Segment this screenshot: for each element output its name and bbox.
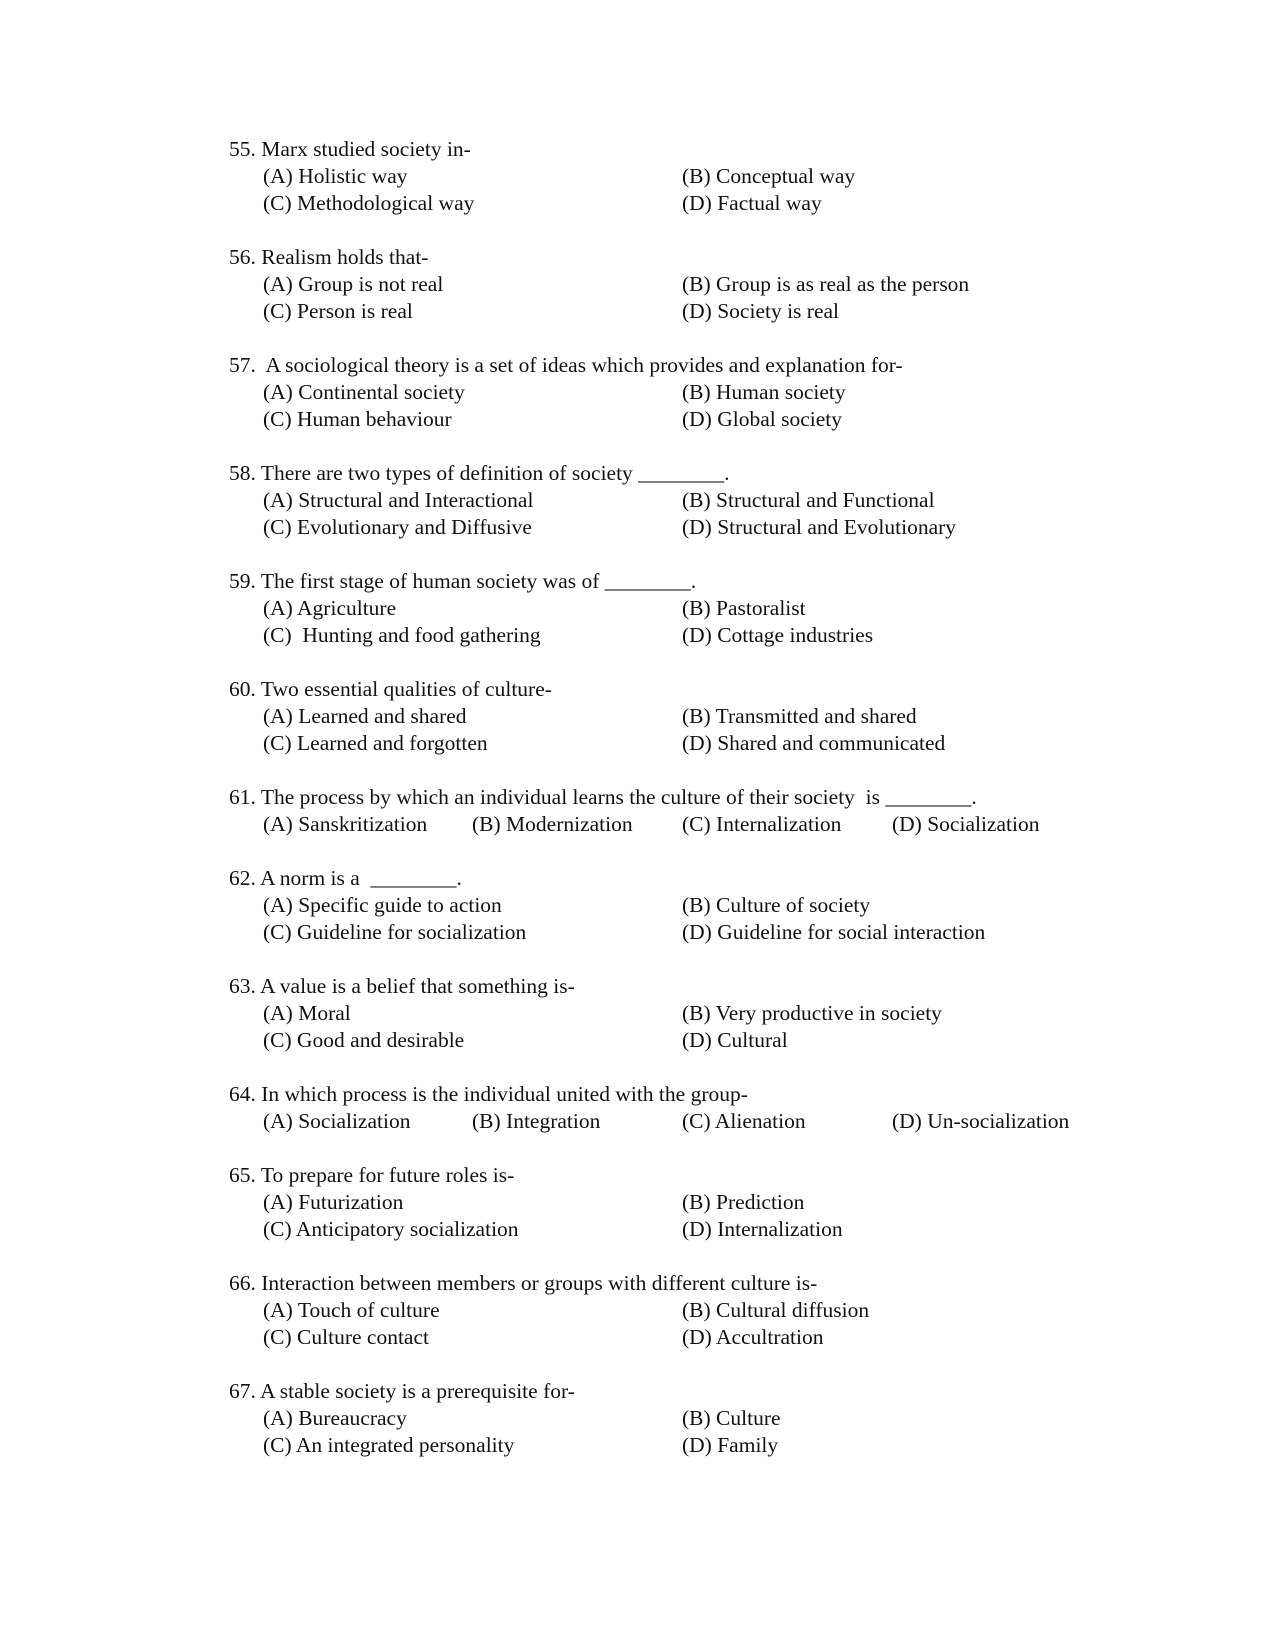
question-text: 59. The first stage of human society was of ________. <box>229 569 697 593</box>
option-d: (D) Cultural <box>682 1028 788 1052</box>
option-a: (A) Futurization <box>263 1190 404 1214</box>
question-text: 60. Two essential qualities of culture- <box>229 677 552 701</box>
option-b: (B) Cultural diffusion <box>682 1298 870 1322</box>
option-b: (B) Pastoralist <box>682 596 806 620</box>
question-text: 55. Marx studied society in- <box>229 137 471 161</box>
option-a: (A) Structural and Interactional <box>263 488 534 512</box>
option-b: (B) Culture <box>682 1406 781 1430</box>
options-group <box>263 1297 1069 1351</box>
question-text: 65. To prepare for future roles is- <box>229 1163 515 1187</box>
option-d: (D) Family <box>682 1433 779 1457</box>
option-c: (C) Evolutionary and Diffusive <box>263 515 532 539</box>
option-b: (B) Transmitted and shared <box>682 704 917 728</box>
option-b: (B) Modernization <box>472 812 633 836</box>
option-d: (D) Structural and Evolutionary <box>682 515 957 539</box>
option-d: (D) Cottage industries <box>682 623 874 647</box>
options-group <box>263 1000 1069 1054</box>
question-58 <box>229 460 1069 541</box>
option-d: (D) Guideline for social interaction <box>682 920 986 944</box>
option-c: (C) Guideline for socialization <box>263 920 527 944</box>
question-text: 63. A value is a belief that something is- <box>229 974 575 998</box>
options-group <box>263 379 1069 433</box>
option-b: (B) Prediction <box>682 1190 805 1214</box>
question-text: 61. The process by which an individual learns the culture of their society is ________. <box>229 785 977 809</box>
options-group <box>263 1189 1069 1243</box>
option-b: (B) Human society <box>682 380 846 404</box>
question-57 <box>229 352 1069 433</box>
option-d: (D) Socialization <box>892 812 1040 836</box>
option-c: (C) Anticipatory socialization <box>263 1217 519 1241</box>
question-text: 56. Realism holds that- <box>229 245 429 269</box>
question-55 <box>229 136 1069 217</box>
option-a: (A) Learned and shared <box>263 704 467 728</box>
option-a: (A) Specific guide to action <box>263 893 502 917</box>
question-text: 62. A norm is a ________. <box>229 866 462 890</box>
question-60 <box>229 676 1069 757</box>
question-text: 66. Interaction between members or groups with different culture is- <box>229 1271 818 1295</box>
question-text: 58. There are two types of definition of society ________. <box>229 461 730 485</box>
option-a: (A) Agriculture <box>263 596 397 620</box>
option-c: (C) Culture contact <box>263 1325 429 1349</box>
question-66 <box>229 1270 1069 1351</box>
options-group <box>263 271 1069 325</box>
option-a: (A) Group is not real <box>263 272 444 296</box>
question-64 <box>229 1081 1069 1135</box>
options-group <box>263 595 1069 649</box>
question-61 <box>229 784 1069 838</box>
options-group <box>263 703 1069 757</box>
option-c: (C) Hunting and food gathering <box>263 623 541 647</box>
options-group <box>263 1405 1069 1459</box>
option-a: (A) Bureaucracy <box>263 1406 407 1430</box>
option-d: (D) Factual way <box>682 191 822 215</box>
question-56 <box>229 244 1069 325</box>
options-group <box>263 163 1069 217</box>
option-b: (B) Conceptual way <box>682 164 856 188</box>
option-c: (C) Methodological way <box>263 191 475 215</box>
option-a: (A) Touch of culture <box>263 1298 440 1322</box>
option-d: (D) Accultration <box>682 1325 824 1349</box>
question-67 <box>229 1378 1069 1459</box>
option-c: (C) Alienation <box>682 1109 806 1133</box>
option-a: (A) Continental society <box>263 380 465 404</box>
option-c: (C) Learned and forgotten <box>263 731 488 755</box>
option-d: (D) Global society <box>682 407 843 431</box>
question-text: 64. In which process is the individual united with the group- <box>229 1082 748 1106</box>
option-c: (C) Human behaviour <box>263 407 452 431</box>
option-b: (B) Very productive in society <box>682 1001 942 1025</box>
option-b: (B) Group is as real as the person <box>682 272 970 296</box>
option-a: (A) Sanskritization <box>263 812 428 836</box>
options-group <box>263 811 1069 838</box>
option-d: (D) Shared and communicated <box>682 731 946 755</box>
option-b: (B) Culture of society <box>682 893 871 917</box>
option-a: (A) Holistic way <box>263 164 408 188</box>
option-b: (B) Integration <box>472 1109 601 1133</box>
option-a: (A) Moral <box>263 1001 351 1025</box>
question-63 <box>229 973 1069 1054</box>
question-59 <box>229 568 1069 649</box>
option-c: (C) Person is real <box>263 299 413 323</box>
option-c: (C) An integrated personality <box>263 1433 515 1457</box>
option-d: (D) Internalization <box>682 1217 843 1241</box>
option-c: (C) Good and desirable <box>263 1028 465 1052</box>
option-a: (A) Socialization <box>263 1109 411 1133</box>
options-group <box>263 892 1069 946</box>
options-group <box>263 1108 1069 1135</box>
question-65 <box>229 1162 1069 1243</box>
question-page <box>229 136 1069 1486</box>
option-d: (D) Society is real <box>682 299 840 323</box>
options-group <box>263 487 1069 541</box>
question-text: 57. A sociological theory is a set of ideas which provides and explanation for- <box>229 353 903 377</box>
option-b: (B) Structural and Functional <box>682 488 935 512</box>
option-d: (D) Un-socialization <box>892 1109 1070 1133</box>
question-text: 67. A stable society is a prerequisite for- <box>229 1379 575 1403</box>
option-c: (C) Internalization <box>682 812 842 836</box>
question-62 <box>229 865 1069 946</box>
